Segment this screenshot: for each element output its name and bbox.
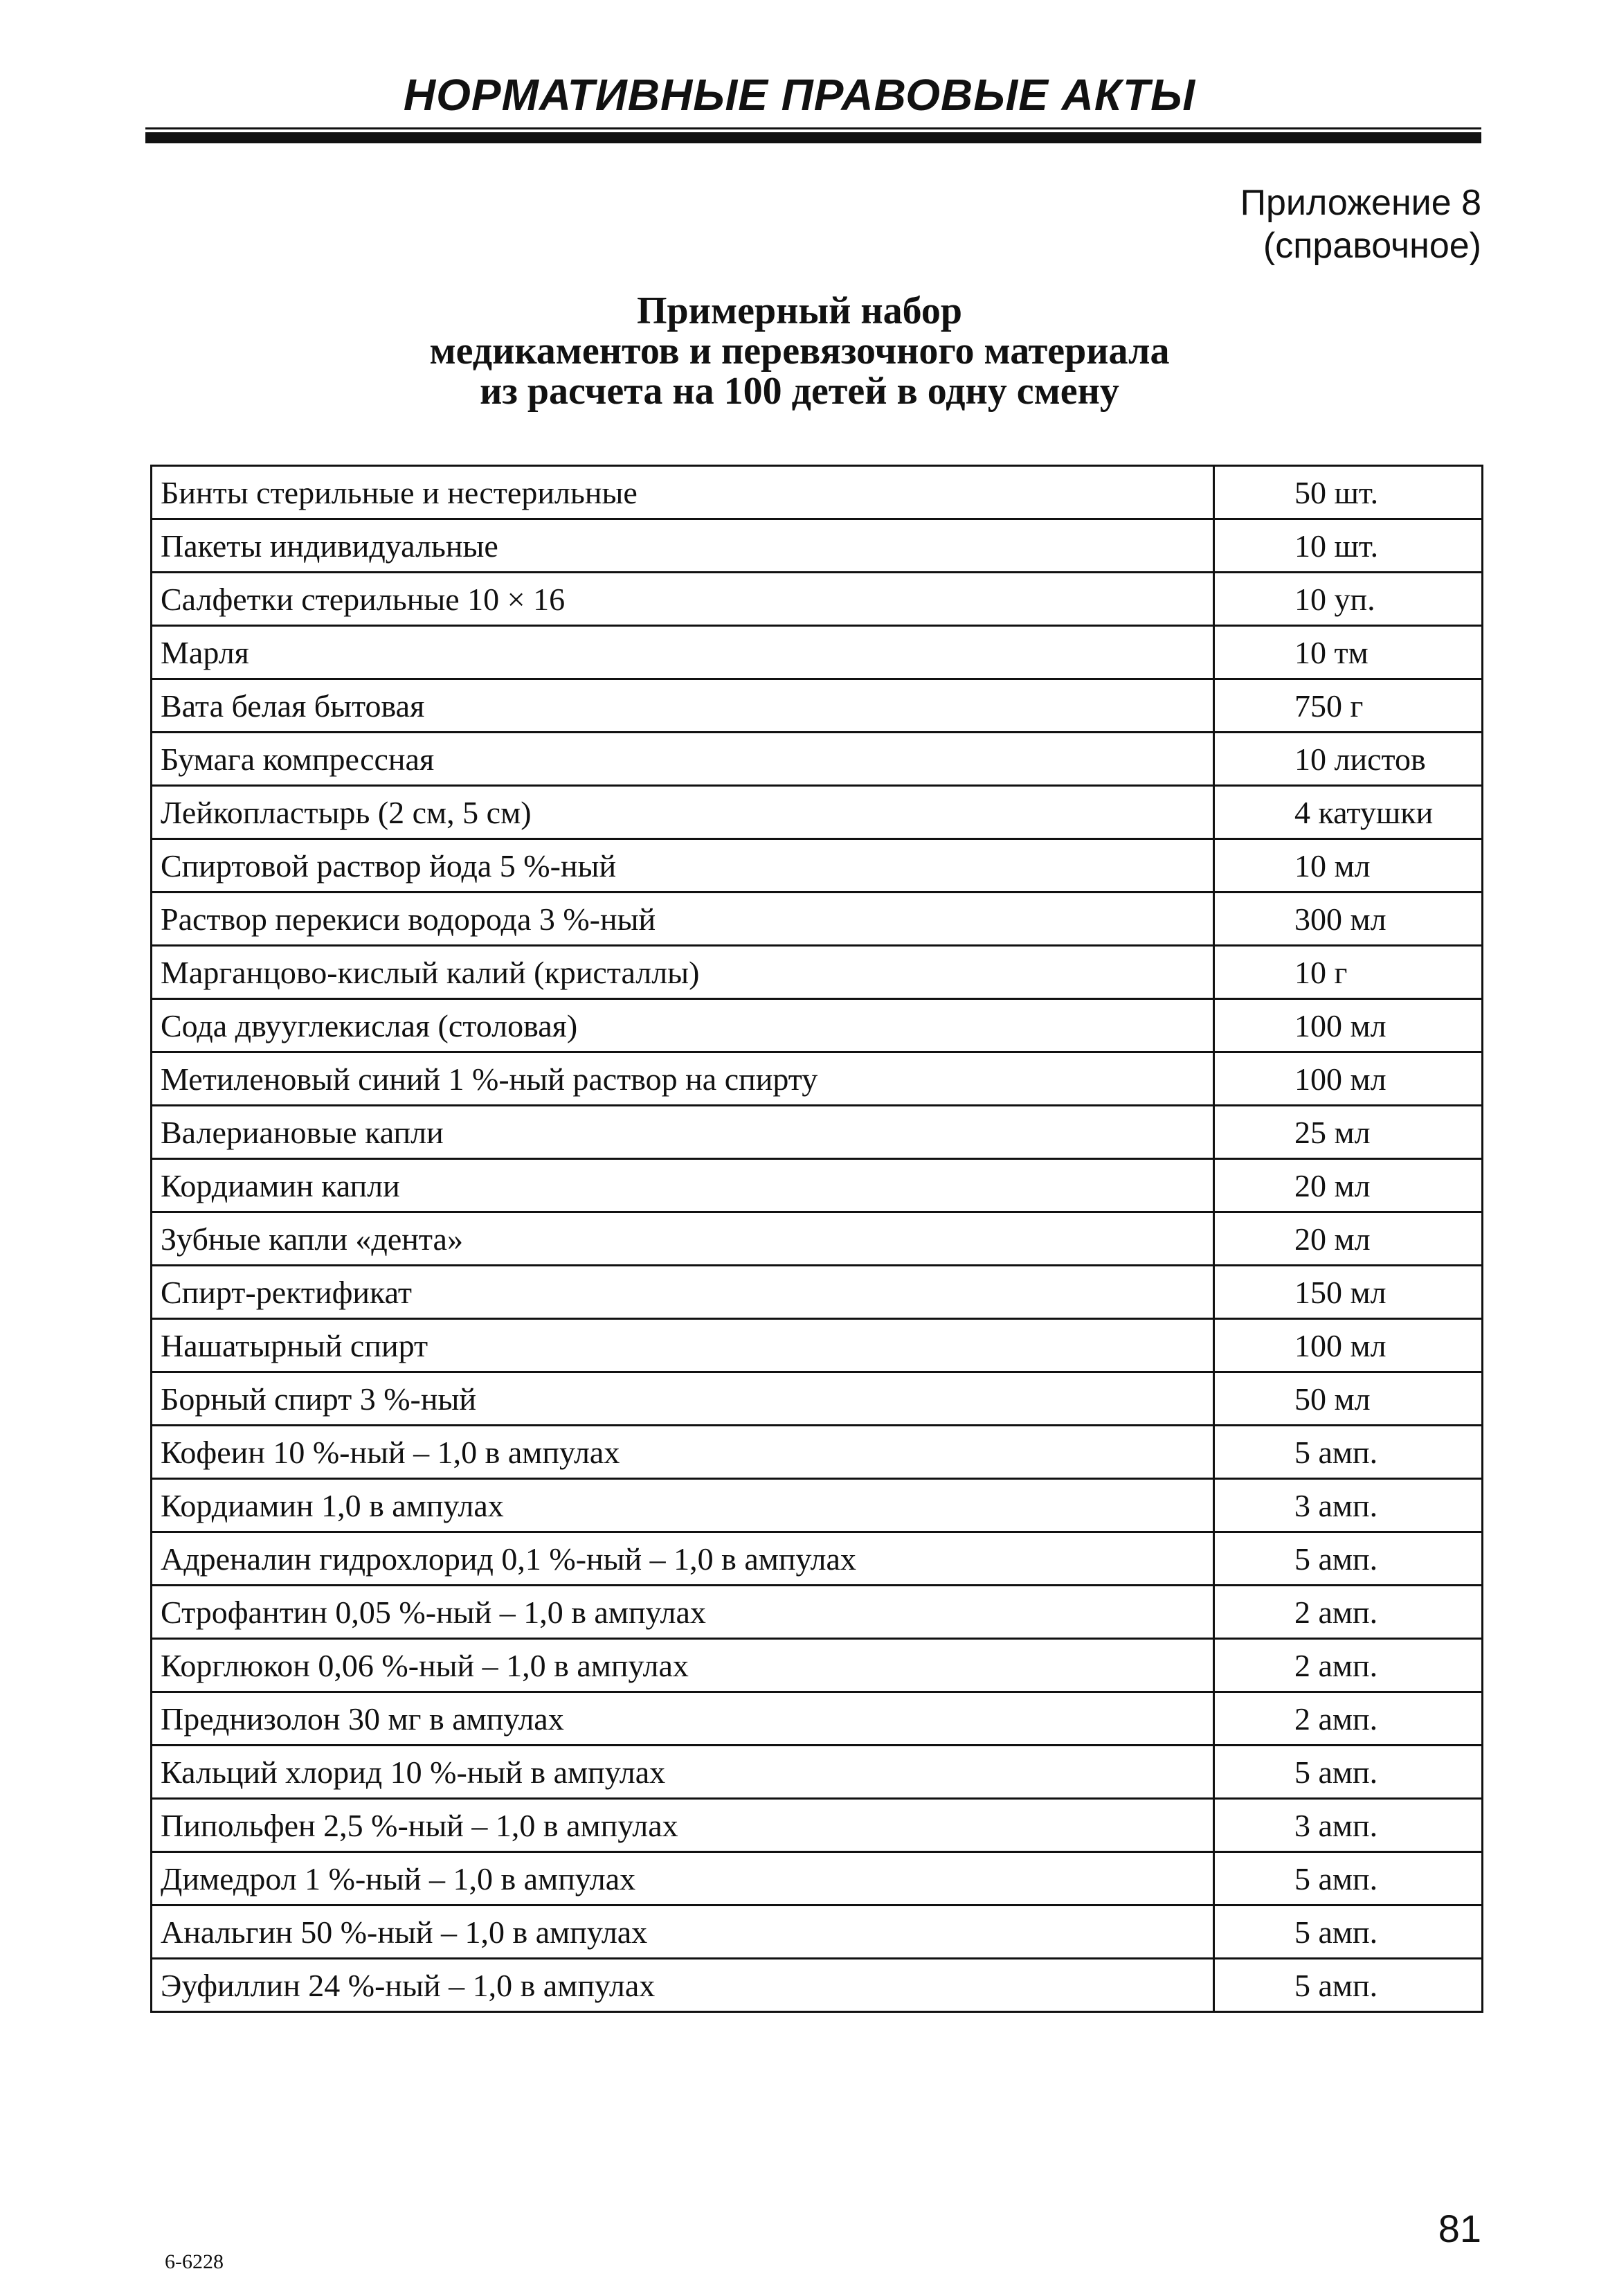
item-name-cell: Спирт-ректификат — [152, 1266, 1214, 1319]
item-quantity-cell: 100 мл — [1214, 1052, 1483, 1106]
table-row — [152, 679, 1483, 733]
item-name-cell: Валериановые капли — [152, 1106, 1214, 1159]
table-row — [152, 1852, 1483, 1905]
print-code: 6-6228 — [165, 2250, 224, 2273]
table-row — [152, 999, 1483, 1052]
item-name-cell: Салфетки стерильные 10 × 16 — [152, 573, 1214, 626]
table-row — [152, 1692, 1483, 1746]
item-name-cell: Кордиамин капли — [152, 1159, 1214, 1212]
item-name-cell: Марганцово-кислый калий (кристаллы) — [152, 946, 1214, 999]
item-quantity-cell: 10 шт. — [1214, 519, 1483, 573]
item-quantity-cell: 20 мл — [1214, 1159, 1483, 1212]
item-name-cell: Кофеин 10 %-ный – 1,0 в ампулах — [152, 1426, 1214, 1479]
item-quantity-cell: 2 амп. — [1214, 1586, 1483, 1639]
table-row — [152, 1586, 1483, 1639]
item-quantity-cell: 4 катушки — [1214, 786, 1483, 839]
item-quantity-cell: 100 мл — [1214, 999, 1483, 1052]
document-title — [0, 291, 1599, 411]
item-quantity-cell: 10 уп. — [1214, 573, 1483, 626]
item-name-cell: Анальгин 50 %-ный – 1,0 в ампулах — [152, 1905, 1214, 1959]
appendix-type: (справочное) — [1263, 226, 1481, 266]
item-quantity-cell: 20 мл — [1214, 1212, 1483, 1266]
item-name-cell: Зубные капли «дента» — [152, 1212, 1214, 1266]
item-quantity-cell: 2 амп. — [1214, 1639, 1483, 1692]
table-row — [152, 1479, 1483, 1532]
item-name-cell: Пакеты индивидуальные — [152, 519, 1214, 573]
document-title-line-1: Примерный набор — [636, 289, 963, 332]
table-row — [152, 519, 1483, 573]
item-name-cell: Вата белая бытовая — [152, 679, 1214, 733]
item-quantity-cell: 5 амп. — [1214, 1905, 1483, 1959]
item-name-cell: Лейкопластырь (2 см, 5 см) — [152, 786, 1214, 839]
header-rule-thin — [145, 127, 1481, 129]
item-quantity-cell: 2 амп. — [1214, 1692, 1483, 1746]
item-name-cell: Эуфиллин 24 %-ный – 1,0 в ампулах — [152, 1959, 1214, 2012]
document-title-line-2: медикаментов и перевязочного материала — [429, 330, 1170, 373]
item-name-cell: Кордиамин 1,0 в ампулах — [152, 1479, 1214, 1532]
item-quantity-cell: 5 амп. — [1214, 1426, 1483, 1479]
item-name-cell: Марля — [152, 626, 1214, 679]
table-row — [152, 946, 1483, 999]
item-quantity-cell: 5 амп. — [1214, 1532, 1483, 1586]
page-number: 81 — [1438, 2207, 1481, 2250]
item-quantity-cell: 100 мл — [1214, 1319, 1483, 1372]
table-row — [152, 1372, 1483, 1426]
item-name-cell: Строфантин 0,05 %-ный – 1,0 в ампулах — [152, 1586, 1214, 1639]
item-quantity-cell: 10 листов — [1214, 733, 1483, 786]
item-quantity-cell: 25 мл — [1214, 1106, 1483, 1159]
appendix-label — [1240, 181, 1481, 267]
document-title-line-3: из расчета на 100 детей в одну смену — [480, 370, 1119, 413]
item-quantity-cell: 5 амп. — [1214, 1959, 1483, 2012]
item-quantity-cell: 300 мл — [1214, 893, 1483, 946]
table-row — [152, 1212, 1483, 1266]
item-name-cell: Преднизолон 30 мг в ампулах — [152, 1692, 1214, 1746]
table-row — [152, 1159, 1483, 1212]
table-row — [152, 466, 1483, 519]
item-quantity-cell: 5 амп. — [1214, 1852, 1483, 1905]
table-row — [152, 1905, 1483, 1959]
table-row — [152, 1746, 1483, 1799]
item-name-cell: Нашатырный спирт — [152, 1319, 1214, 1372]
item-quantity-cell: 10 тм — [1214, 626, 1483, 679]
item-name-cell: Адреналин гидрохлорид 0,1 %-ный – 1,0 в ампулах — [152, 1532, 1214, 1586]
item-name-cell: Бинты стерильные и нестерильные — [152, 466, 1214, 519]
table-row — [152, 1266, 1483, 1319]
item-name-cell: Борный спирт 3 %-ный — [152, 1372, 1214, 1426]
table-row — [152, 1106, 1483, 1159]
table-row — [152, 1052, 1483, 1106]
item-name-cell: Раствор перекиси водорода 3 %-ный — [152, 893, 1214, 946]
table-row — [152, 1799, 1483, 1852]
table-row — [152, 1426, 1483, 1479]
item-quantity-cell: 750 г — [1214, 679, 1483, 733]
item-quantity-cell: 50 мл — [1214, 1372, 1483, 1426]
item-name-cell: Бумага компрессная — [152, 733, 1214, 786]
item-quantity-cell: 10 мл — [1214, 839, 1483, 893]
header-rule-thick — [145, 132, 1481, 143]
item-quantity-cell: 5 амп. — [1214, 1746, 1483, 1799]
table-row — [152, 626, 1483, 679]
table-row — [152, 1959, 1483, 2012]
item-name-cell: Димедрол 1 %-ный – 1,0 в ампулах — [152, 1852, 1214, 1905]
table-row — [152, 893, 1483, 946]
section-header-title: НОРМАТИВНЫЕ ПРАВОВЫЕ АКТЫ — [403, 70, 1196, 120]
table-row — [152, 786, 1483, 839]
item-name-cell: Корглюкон 0,06 %-ный – 1,0 в ампулах — [152, 1639, 1214, 1692]
table-row — [152, 1532, 1483, 1586]
item-quantity-cell: 3 амп. — [1214, 1799, 1483, 1852]
item-quantity-cell: 3 амп. — [1214, 1479, 1483, 1532]
medication-table-body — [152, 466, 1483, 2012]
appendix-number: Приложение 8 — [1240, 183, 1481, 223]
item-name-cell: Метиленовый синий 1 %-ный раствор на спирту — [152, 1052, 1214, 1106]
item-name-cell: Пипольфен 2,5 %-ный – 1,0 в ампулах — [152, 1799, 1214, 1852]
table-row — [152, 733, 1483, 786]
item-name-cell: Спиртовой раствор йода 5 %-ный — [152, 839, 1214, 893]
item-quantity-cell: 150 мл — [1214, 1266, 1483, 1319]
item-name-cell: Кальций хлорид 10 %-ный в ампулах — [152, 1746, 1214, 1799]
table-row — [152, 573, 1483, 626]
table-row — [152, 839, 1483, 893]
table-row — [152, 1639, 1483, 1692]
item-quantity-cell: 50 шт. — [1214, 466, 1483, 519]
table-row — [152, 1319, 1483, 1372]
medication-table — [150, 465, 1483, 2013]
item-name-cell: Сода двууглекислая (столовая) — [152, 999, 1214, 1052]
item-quantity-cell: 10 г — [1214, 946, 1483, 999]
